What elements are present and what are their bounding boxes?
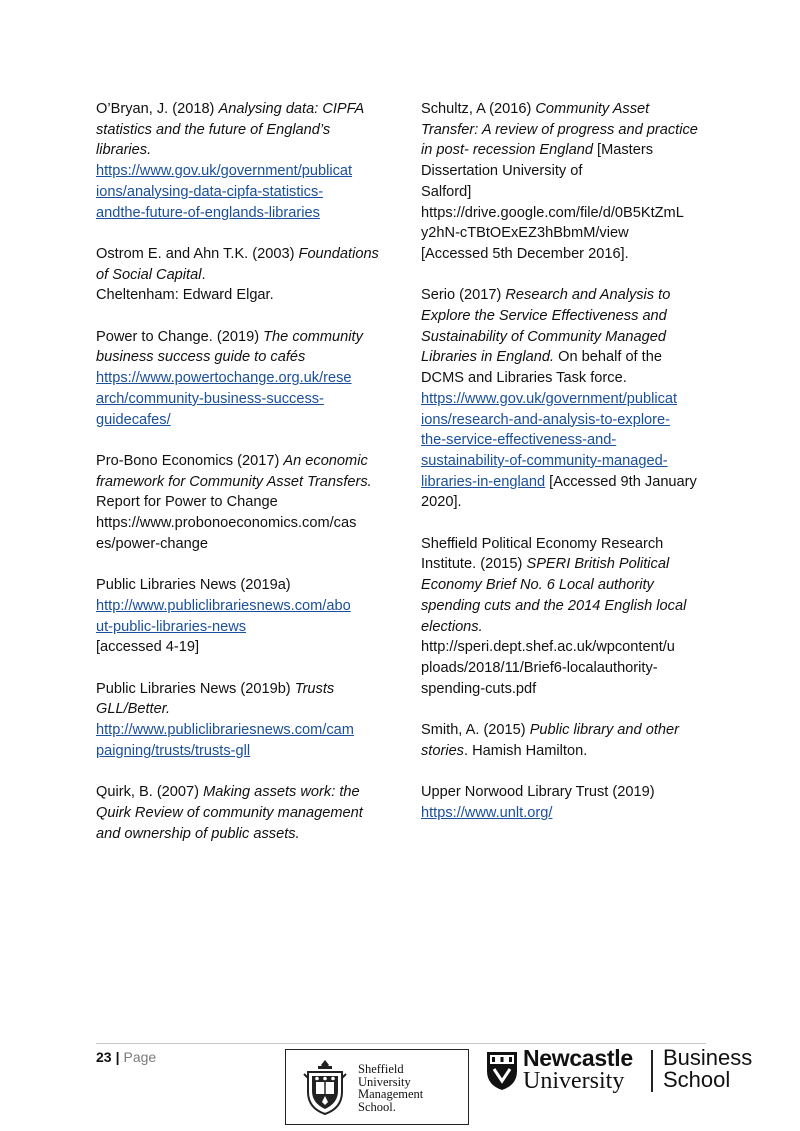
reference-title-text: Research and Analysis to [505, 287, 671, 304]
reference-line [421, 430, 717, 451]
sms-logo-line: Sheffield [358, 1062, 404, 1076]
reference-line [96, 347, 386, 368]
reference-line [96, 824, 386, 845]
reference-line [421, 182, 717, 203]
reference-line [96, 637, 386, 658]
reference-line [421, 368, 717, 389]
reference-title-text: business success guide to cafés [96, 349, 306, 366]
reference-line [96, 285, 386, 306]
reference-title-text: spending cuts and the 2014 English local [421, 597, 687, 614]
reference-text: O’Bryan, J. (2018) [96, 101, 219, 117]
reference-line [421, 327, 717, 348]
reference-title-text: stories [421, 742, 464, 759]
reference-line [421, 120, 717, 141]
reference-text: [accessed 4-19] [96, 639, 200, 656]
reference-entry [96, 451, 386, 555]
reference-text: . [201, 266, 206, 283]
reference-text: Cheltenham: Edward Elgar. [96, 287, 274, 304]
reference-line [421, 782, 717, 803]
reference-line [96, 140, 386, 161]
reference-line [421, 203, 717, 224]
reference-text: [Accessed 5th December 2016]. [421, 245, 629, 262]
reference-title-text: The community [263, 328, 363, 345]
reference-link[interactable]: http://www.publiclibrariesnews.com/cam [96, 722, 354, 739]
reference-text: spending-cuts.pdf [421, 680, 537, 697]
reference-text: Upper Norwood Library Trust (2019) [421, 784, 655, 801]
reference-entry [421, 534, 717, 700]
page-number-value: 23 [96, 1049, 112, 1065]
reference-title-text: in post- recession England [421, 142, 593, 159]
sms-logo-line: University [358, 1074, 411, 1089]
reference-title-text: Analysing data: CIPFA [218, 101, 365, 117]
reference-line [96, 410, 386, 431]
reference-line [96, 782, 386, 803]
reference-line [96, 534, 386, 555]
reference-line [421, 679, 717, 700]
logo-divider [651, 1050, 653, 1092]
reference-line [421, 223, 717, 244]
reference-text: [Masters [592, 142, 653, 159]
reference-text: Smith, A. (2015) [421, 722, 530, 739]
reference-text: Schultz, A (2016) [421, 101, 536, 117]
newcastle-wordmark: Newcastle [523, 1045, 633, 1071]
reference-title-text: of Social Capital [96, 266, 202, 283]
reference-entry [421, 285, 717, 513]
reference-text: Report for Power to Change [96, 494, 278, 511]
reference-text: [Accessed 9th January [545, 473, 697, 490]
reference-line [96, 203, 386, 224]
reference-link[interactable]: http://www.publiclibrariesnews.com/abo [96, 597, 351, 614]
reference-text: Dissertation University of [421, 163, 583, 180]
reference-title-text: Quirk Review of community management [96, 804, 363, 821]
reference-title-text: SPERI British Political [526, 556, 670, 573]
reference-line [96, 699, 386, 720]
reference-text: Public Libraries News (2019b) [96, 680, 295, 697]
newcastle-business-school-logo [486, 1047, 766, 1097]
reference-entry [96, 679, 386, 762]
reference-line [421, 803, 717, 824]
reference-text: Quirk, B. (2007) [96, 784, 204, 801]
reference-title-text: elections. [421, 618, 483, 635]
reference-link[interactable]: the-service-effectiveness-and- [421, 432, 617, 449]
reference-line [96, 244, 386, 265]
reference-text: Sheffield Political Economy Research [421, 535, 664, 552]
reference-title-text: An economic [283, 452, 368, 469]
reference-line [421, 637, 717, 658]
reference-link[interactable]: libraries-in-england [421, 473, 546, 490]
reference-link[interactable]: andthe-future-of-englands-libraries [96, 204, 320, 221]
reference-text: y2hN-cTBtOExEZ3hBbmM/view [421, 225, 629, 242]
reference-title-text: Trusts [294, 680, 335, 697]
school-word: School [663, 1067, 731, 1092]
reference-text: Pro-Bono Economics (2017) [96, 452, 284, 469]
reference-line [421, 472, 717, 493]
reference-link[interactable]: arch/community-business-success- [96, 390, 324, 407]
reference-line [96, 575, 386, 596]
reference-line [96, 161, 386, 182]
reference-title-text: GLL/Better. [96, 701, 171, 718]
reference-line [421, 140, 717, 161]
reference-line [421, 451, 717, 472]
reference-line [96, 513, 386, 534]
reference-line [96, 596, 386, 617]
reference-line [96, 720, 386, 741]
reference-text: Salford] [421, 183, 472, 200]
reference-line [421, 347, 717, 368]
reference-line [421, 306, 717, 327]
sheffield-crest-icon [302, 1056, 348, 1118]
sms-logo-line: Management [358, 1087, 424, 1101]
reference-line [421, 492, 717, 513]
reference-line [421, 554, 717, 575]
reference-entry [96, 244, 386, 306]
reference-text: Institute. (2015) [421, 556, 527, 573]
reference-line [421, 575, 717, 596]
reference-line [96, 368, 386, 389]
reference-line [96, 741, 386, 762]
reference-line [421, 720, 717, 741]
reference-line [421, 596, 717, 617]
reference-title-text: Libraries in England. [421, 349, 555, 366]
reference-title-text: Economy Brief No. 6 Local authority [421, 577, 654, 594]
reference-link[interactable]: https://www.powertochange.org.uk/rese [96, 370, 352, 387]
reference-title-text: libraries. [96, 142, 152, 159]
reference-text: . Hamish Hamilton. [463, 742, 588, 759]
reference-text: DCMS and Libraries Task force. [421, 370, 627, 387]
reference-title-text: statistics and the future of England’s [96, 121, 331, 138]
reference-text: Serio (2017) [421, 287, 506, 304]
reference-title-text: framework for Community Asset Transfers. [96, 473, 372, 490]
footer-divider [96, 1043, 706, 1044]
reference-line [96, 492, 386, 513]
reference-line [96, 99, 386, 120]
reference-text: http://speri.dept.shef.ac.uk/wpcontent/u [421, 639, 675, 656]
reference-line [96, 265, 386, 286]
reference-text: ploads/2018/11/Brief6-localauthority- [421, 659, 658, 676]
reference-link[interactable]: sustainability-of-community-managed- [421, 452, 668, 469]
reference-title-text: Sustainability of Community Managed [421, 328, 666, 345]
reference-text: Public Libraries News (2019a) [96, 577, 291, 594]
reference-entry [96, 575, 386, 658]
reference-entry [421, 782, 717, 823]
reference-title-text: Community Asset [535, 101, 650, 117]
reference-line [96, 679, 386, 700]
reference-link[interactable]: https://www.gov.uk/government/publicat [421, 390, 678, 407]
reference-line [421, 410, 717, 431]
reference-line [421, 534, 717, 555]
reference-line [421, 617, 717, 638]
reference-text: es/power-change [96, 535, 208, 552]
reference-line [421, 741, 717, 762]
reference-line [421, 161, 717, 182]
page-separator: | [115, 1049, 120, 1065]
reference-title-text: and ownership of public assets. [96, 825, 300, 842]
reference-line [96, 327, 386, 348]
reference-line [96, 803, 386, 824]
reference-line [421, 244, 717, 265]
reference-line [421, 99, 717, 120]
reference-link[interactable]: paigning/trusts/trusts-gll [96, 742, 251, 759]
reference-link[interactable]: ions/research-and-analysis-to-explore- [421, 411, 671, 428]
reference-line [96, 617, 386, 638]
business-word: Business [663, 1045, 753, 1070]
newcastle-shield-icon [486, 1051, 518, 1091]
reference-text: Ostrom E. and Ahn T.K. (2003) [96, 245, 299, 262]
reference-title-text: Making assets work: the [203, 784, 360, 801]
page-number [96, 1049, 156, 1065]
page-word: Page [123, 1049, 157, 1065]
sms-logo-text [358, 1063, 423, 1113]
reference-link[interactable]: ions/analysing-data-cipfa-statistics- [96, 183, 324, 200]
reference-line [421, 389, 717, 410]
reference-text: https://drive.google.com/file/d/0B5KtZmL [421, 204, 684, 221]
reference-text: Power to Change. (2019) [96, 328, 264, 345]
reference-line [96, 120, 386, 141]
reference-entry [421, 720, 717, 761]
reference-entry [96, 782, 386, 844]
reference-line [421, 285, 717, 306]
reference-entry [96, 327, 386, 431]
reference-text: https://www.probonoeconomics.com/cas [96, 515, 357, 532]
references-left-column [96, 99, 386, 865]
sms-logo-line: School. [358, 1099, 396, 1114]
reference-line [96, 389, 386, 410]
reference-line [96, 182, 386, 203]
business-school-wordmark [663, 1047, 752, 1091]
reference-link[interactable]: https://www.unlt.org/ [421, 804, 553, 821]
reference-line [96, 451, 386, 472]
reference-entry [421, 99, 717, 265]
reference-link[interactable]: https://www.gov.uk/government/publicat [96, 163, 353, 180]
reference-title-text: Explore the Service Effectiveness and [421, 308, 667, 325]
reference-entry [96, 99, 386, 223]
reference-line [421, 658, 717, 679]
reference-line [96, 472, 386, 493]
reference-title-text: Foundations [298, 245, 379, 262]
sheffield-management-school-logo [285, 1049, 469, 1125]
references-right-column [421, 99, 717, 844]
reference-link[interactable]: guidecafes/ [96, 411, 171, 428]
reference-text: On behalf of the [554, 349, 662, 366]
reference-title-text: Public library and other [529, 722, 679, 739]
reference-text: 2020]. [421, 494, 462, 511]
reference-title-text: Transfer: A review of progress and practice [421, 121, 698, 138]
university-wordmark: University [523, 1068, 625, 1094]
reference-link[interactable]: ut-public-libraries-news [96, 618, 247, 635]
